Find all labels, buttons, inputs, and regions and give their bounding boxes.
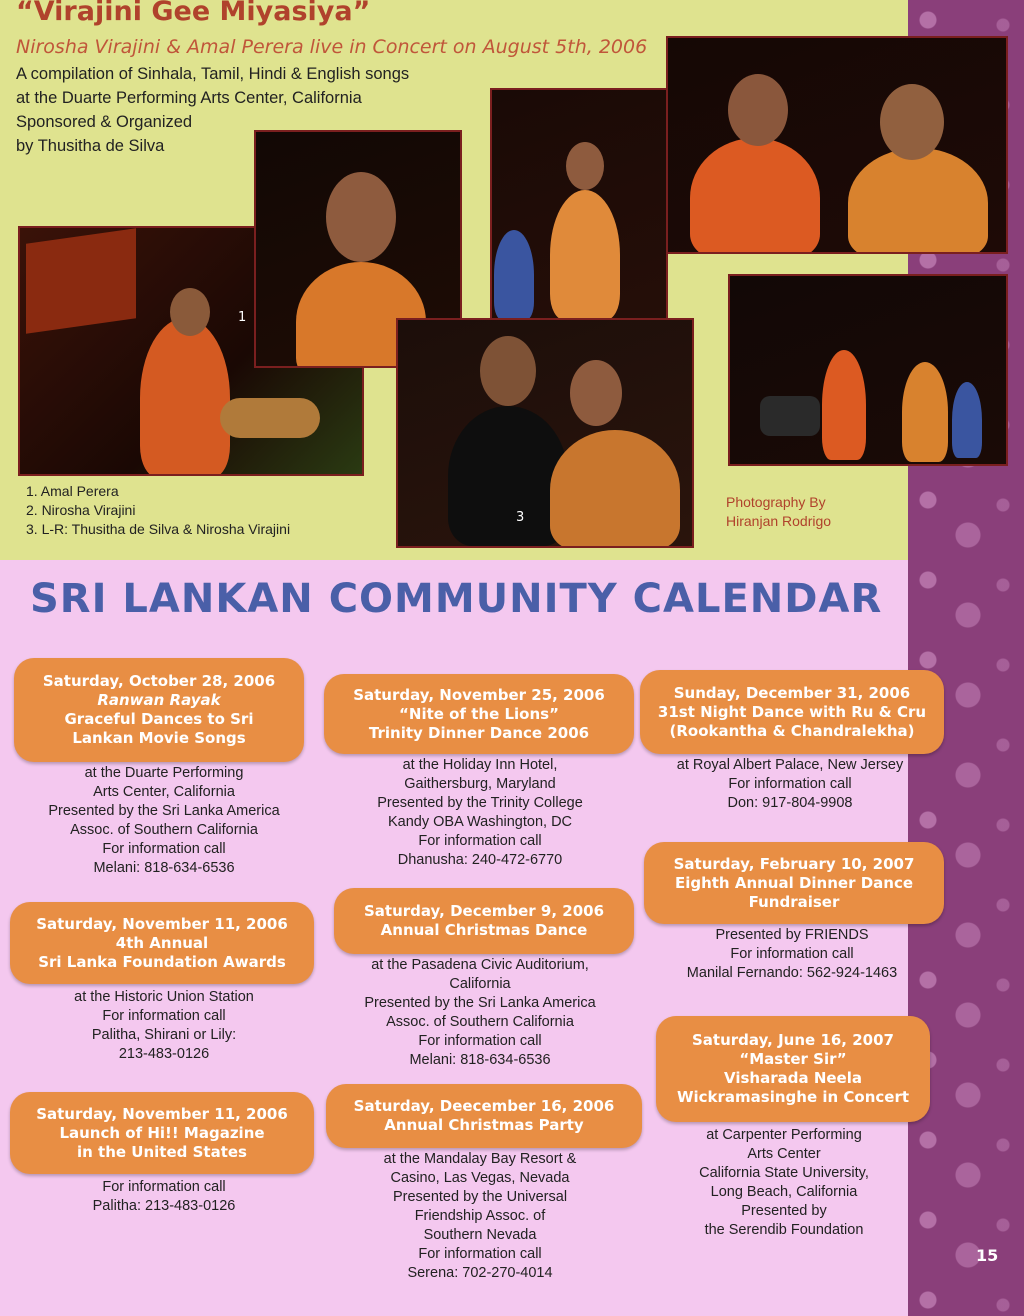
detail-line: Presented by FRIENDS xyxy=(715,927,869,943)
woman-figure xyxy=(550,430,680,548)
event-date: Saturday, December 9, 2006 xyxy=(363,902,605,920)
detail-line: at the Holiday Inn Hotel, xyxy=(402,757,558,773)
event-title: Annual Christmas Dance xyxy=(380,921,588,939)
event-header xyxy=(324,674,634,754)
singer-head xyxy=(170,288,210,336)
female-singer-figure xyxy=(848,148,988,254)
concert-subtitle: Nirosha Virajini & Amal Perera live in Concert on August 5th, 2006 xyxy=(16,36,648,58)
event-title: Trinity Dinner Dance 2006 xyxy=(368,723,590,742)
event-date: Saturday, February 10, 2007 xyxy=(673,854,915,873)
caption: 2. Nirosha Virajini xyxy=(26,502,136,518)
detail-line: at the Pasadena Civic Auditorium, xyxy=(371,957,589,973)
detail-line: Palitha, Shirani or Lily: xyxy=(91,1027,237,1043)
detail-line: For information call xyxy=(728,776,852,792)
photo-number: 3 xyxy=(516,510,525,525)
photo-singer-stage xyxy=(490,88,668,320)
event-details xyxy=(14,988,314,1064)
description-line: by Thusitha de Silva xyxy=(16,137,165,155)
detail-line: For information call xyxy=(418,1033,542,1049)
event-title: Fundraiser xyxy=(748,892,840,911)
musician-figure xyxy=(494,230,534,320)
detail-line: Kandy OBA Washington, DC xyxy=(387,814,573,830)
event-details xyxy=(330,756,630,870)
detail-line: Palitha: 213-483-0126 xyxy=(92,1198,236,1214)
detail-line: Serena: 702-270-4014 xyxy=(407,1265,553,1281)
detail-line: at the Historic Union Station xyxy=(74,989,254,1005)
detail-line: For information call xyxy=(730,946,854,962)
detail-line: Presented by the Sri Lanka America xyxy=(48,803,280,819)
detail-line: Assoc. of Southern California xyxy=(70,822,258,838)
concert-title: “Virajini Gee Miyasiya” xyxy=(16,0,371,27)
calendar-title: SRI LANKAN COMMUNITY CALENDAR xyxy=(30,576,883,622)
detail-line: Assoc. of Southern California xyxy=(386,1014,574,1030)
event-header xyxy=(656,1016,930,1122)
detail-line: at the Duarte Performing xyxy=(84,765,244,781)
detail-line: Presented by xyxy=(741,1203,827,1219)
detail-line: the Serendib Foundation xyxy=(704,1222,864,1238)
event-date: Saturday, October 28, 2006 xyxy=(42,672,276,690)
caption: 3. L-R: Thusitha de Silva & Nirosha Virajini xyxy=(26,521,291,537)
event-title: Lankan Movie Songs xyxy=(72,729,246,747)
event-title: Launch of Hi!! Magazine xyxy=(59,1123,265,1142)
detail-line: at Carpenter Performing xyxy=(706,1127,862,1143)
detail-line: For information call xyxy=(418,833,542,849)
detail-line: Don: 917-804-9908 xyxy=(727,795,853,811)
photo-captions xyxy=(26,482,290,539)
event-date: Saturday, November 25, 2006 xyxy=(353,685,605,704)
event-title: (Rookantha & Chandralekha) xyxy=(669,721,915,740)
photo-duet xyxy=(666,36,1008,254)
singer-figure xyxy=(550,190,620,320)
man-head xyxy=(480,336,536,406)
event-details xyxy=(640,756,940,813)
detail-line: Dhanusha: 240-472-6770 xyxy=(397,852,563,868)
event-header xyxy=(14,658,304,762)
detail-line: Southern Nevada xyxy=(423,1227,537,1243)
detail-line: For information call xyxy=(102,1179,226,1195)
event-title: Visharada Neela xyxy=(724,1069,862,1087)
musician-figure xyxy=(952,382,982,458)
flag-shape xyxy=(26,228,136,333)
event-header xyxy=(326,1084,642,1148)
event-header xyxy=(10,902,314,984)
event-date: Saturday, June 16, 2007 xyxy=(692,1031,894,1049)
detail-line: at Royal Albert Palace, New Jersey xyxy=(676,757,904,773)
detail-line: Manilal Fernando: 562-924-1463 xyxy=(686,965,898,981)
event-title: “Master Sir” xyxy=(739,1050,847,1068)
event-title: in the United States xyxy=(77,1142,247,1161)
photo-stage-wide xyxy=(728,274,1008,466)
male-singer-head xyxy=(728,74,788,146)
credit-line: Photography By xyxy=(726,494,826,510)
photo-credit xyxy=(726,493,831,531)
detail-line: For information call xyxy=(102,841,226,857)
credit-line: Hiranjan Rodrigo xyxy=(726,513,832,529)
detail-line: Arts Center, California xyxy=(93,784,235,800)
detail-line: Presented by the Sri Lanka America xyxy=(364,995,596,1011)
event-date: Saturday, November 11, 2006 xyxy=(36,1104,288,1123)
photo-thusitha-nirosha xyxy=(396,318,694,548)
detail-line: Friendship Assoc. of xyxy=(414,1208,546,1224)
event-title: Wickramasinghe in Concert xyxy=(676,1088,910,1106)
event-details xyxy=(634,1126,934,1240)
event-header xyxy=(10,1092,314,1174)
event-title: 4th Annual xyxy=(115,933,209,952)
detail-line: at the Mandalay Bay Resort & xyxy=(383,1151,577,1167)
singer-head xyxy=(566,142,604,190)
singer-head xyxy=(326,172,396,262)
event-date: Saturday, November 11, 2006 xyxy=(36,914,288,933)
female-singer-figure xyxy=(902,362,948,462)
event-title: Ranwan Rayak xyxy=(97,691,221,709)
detail-line: California State University, xyxy=(699,1165,869,1181)
event-title: Sri Lanka Foundation Awards xyxy=(38,952,286,971)
caption: 1. Amal Perera xyxy=(26,483,119,499)
event-details xyxy=(330,1150,630,1283)
description-line: at the Duarte Performing Arts Center, California xyxy=(16,89,362,107)
event-title: Annual Christmas Party xyxy=(384,1116,584,1134)
event-header xyxy=(640,670,944,754)
detail-line: Presented by the Trinity College xyxy=(377,795,583,811)
photo-number: 1 xyxy=(238,310,247,325)
detail-line: Gaithersburg, Maryland xyxy=(404,776,556,792)
guitar-shape xyxy=(220,398,320,438)
detail-line: 213-483-0126 xyxy=(118,1046,210,1062)
woman-head xyxy=(570,360,622,426)
event-header xyxy=(644,842,944,924)
detail-line: Presented by the Universal xyxy=(392,1189,568,1205)
event-title: Eighth Annual Dinner Dance xyxy=(674,873,914,892)
event-details xyxy=(14,764,314,878)
event-details xyxy=(330,956,630,1070)
female-singer-head xyxy=(880,84,944,160)
male-singer-figure xyxy=(690,138,820,254)
detail-line: Long Beach, California xyxy=(710,1184,858,1200)
event-details xyxy=(632,926,952,983)
event-title: 31st Night Dance with Ru & Cru xyxy=(657,702,927,721)
event-title: Graceful Dances to Sri xyxy=(64,710,254,728)
event-title: “Nite of the Lions” xyxy=(399,704,559,723)
detail-line: For information call xyxy=(102,1008,226,1024)
page-number: 15 xyxy=(976,1246,999,1265)
detail-line: For information call xyxy=(418,1246,542,1262)
singer-figure xyxy=(140,318,230,476)
detail-line: California xyxy=(449,976,511,992)
event-details xyxy=(14,1178,314,1216)
event-header xyxy=(334,888,634,954)
description-line: Sponsored & Organized xyxy=(16,113,193,131)
detail-line: Arts Center xyxy=(747,1146,821,1162)
description-line: A compilation of Sinhala, Tamil, Hindi & English songs xyxy=(16,65,410,83)
event-date: Saturday, Deecember 16, 2006 xyxy=(353,1097,615,1115)
male-singer-figure xyxy=(822,350,866,460)
detail-line: Melani: 818-634-6536 xyxy=(409,1052,551,1068)
detail-line: Casino, Las Vegas, Nevada xyxy=(390,1170,570,1186)
drum-kit xyxy=(760,396,820,436)
detail-line: Melani: 818-634-6536 xyxy=(93,860,235,876)
event-date: Sunday, December 31, 2006 xyxy=(673,683,911,702)
